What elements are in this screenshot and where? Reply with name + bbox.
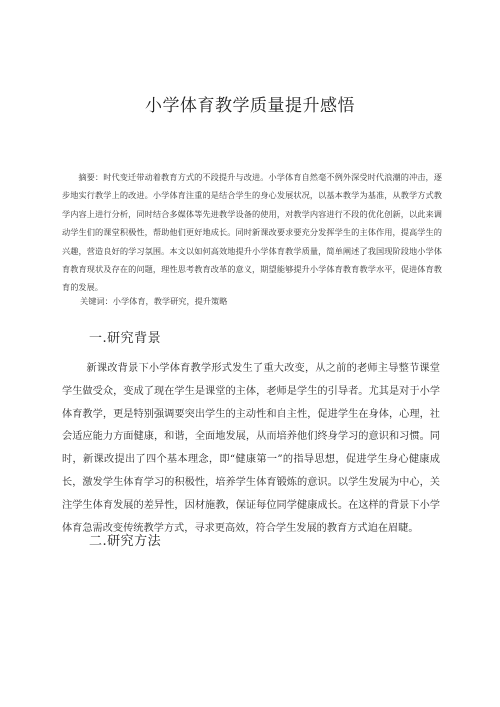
- abstract-text: 时代变迁带动着教育方式的不段提升与改进。小学体育自然毫不例外深受时代浪潮的冲击，逐步地实行教学上的改进。小学体育注重的是结合学生的身心发展状况，以基本教学为基准，从教学方式教学内容上进行分析，同时结合多媒体等先进教学设备的使用，对教学内容进行不段的优化创新，以此来调动学生们的课堂积极性，帮助他们更好地成长。同时新课改要求要充分发挥学生的主体作用，提高学生的兴趣，营造良好的学习氛围。本文以如何高效地提升小学体育教学质量，简单阐述了我国现阶段地小学体育教育现状及存在的问题，理性思考教育改革的意义，期望能够提升小学体育教育教学水平，促进体育教育的发展。: [62, 172, 442, 293]
- section-heading-methods: 二.研究方法: [89, 534, 162, 549]
- document-title: 小学体育教学质量提升感悟: [145, 96, 355, 116]
- keywords-label: 关键词：: [80, 296, 113, 306]
- abstract-label: 摘要：: [78, 172, 104, 182]
- keywords-text: 小学体育，教学研究，提升策略: [112, 296, 228, 306]
- keywords-line: [80, 292, 440, 310]
- section-heading-background: 一.研究背景: [89, 331, 162, 346]
- abstract-paragraph: [62, 168, 442, 297]
- section-body-background: 新课改背景下小学体育教学形式发生了重大改变，从之前的老师主导整节课堂学生做受众，变成了现在学生是课堂的主体，老师是学生的引导者。尤其是对于小学体育教学，更是特别强调要突出学生的主动性和自主性，促进学生在身体，心理，社会适应能力方面健康，和谐，全面地发展，从而培养他们终身学习的意识和习惯。同时，新课改提出了四个基本理念，即“健康第一”的指导思想，促进学生身心健康成长，激发学生体育学习的积极性，培养学生体育锻炼的意识。以学生发展为中心，关注学生体育发展的差异性，因材施教，保证每位同学健康成长。在这样的背景下小学体育急需改变传统教学方式，寻求更高效，符合学生发展的教育方式迫在眉睫。: [62, 363, 440, 534]
